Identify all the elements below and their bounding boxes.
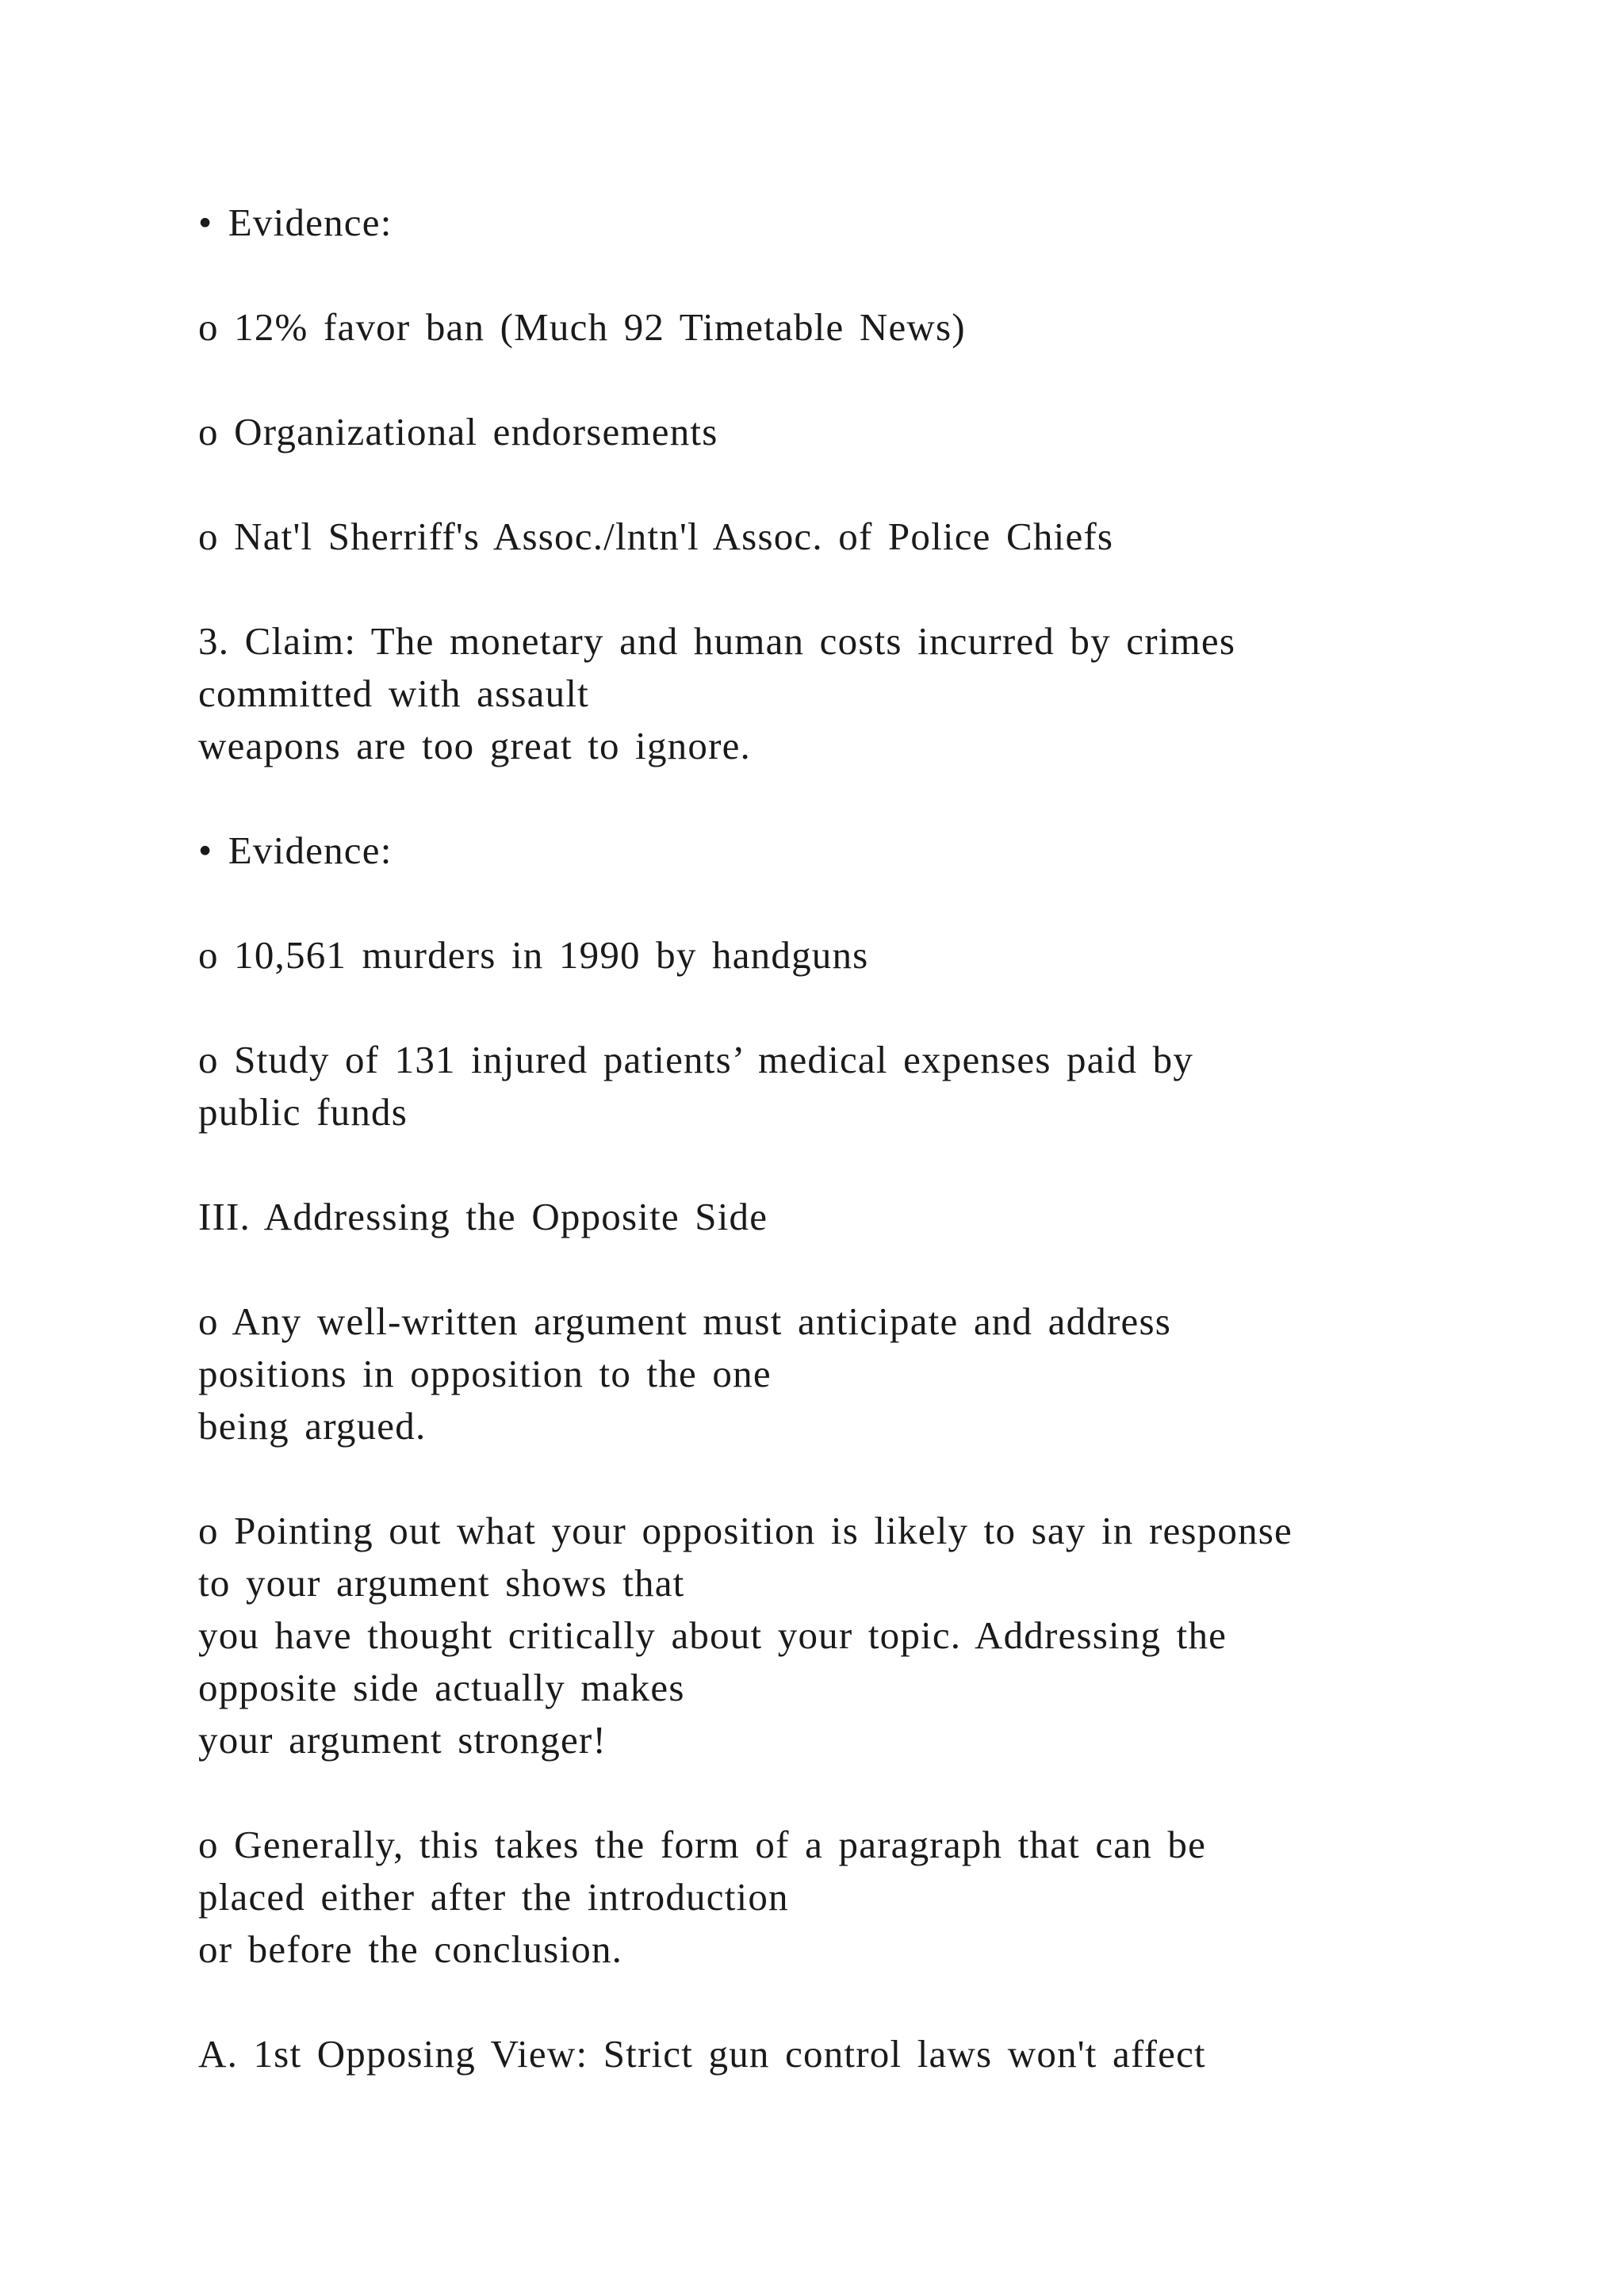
evidence-item-study [198,1034,1193,1138]
text-line: opposite side actually makes [198,1666,685,1709]
text-line: public funds [198,1090,408,1134]
section-heading-opposite-side [198,1191,768,1243]
text-line: o Organizational endorsements [198,410,718,453]
bullet-anticipate [198,1295,1171,1452]
bullet-pointing-out [198,1505,1293,1766]
text-line: being argued. [198,1404,427,1448]
text-line: you have thought critically about your topic. Addressing the [198,1613,1228,1657]
text-line: o Study of 131 injured patients’ medical expenses paid by [198,1038,1194,1081]
text-line: committed with assault [198,672,589,715]
evidence-item-associations [198,511,1113,563]
text-line: to your argument shows that [198,1561,685,1605]
text-line: o 12% favor ban (Much 92 Timetable News) [198,305,966,349]
text-line: weapons are too great to ignore. [198,724,752,767]
text-line: positions in opposition to the one [198,1352,772,1395]
evidence-heading-1 [198,197,393,249]
claim-3 [198,615,1235,772]
text-line: placed either after the introduction [198,1875,789,1919]
text-line: or before the conclusion. [198,1927,623,1971]
bullet-generally [198,1819,1206,1976]
evidence-item-poll [198,301,966,354]
text-line: your argument stronger! [198,1718,607,1762]
text-line: III. Addressing the Opposite Side [198,1195,768,1238]
evidence-item-endorsements [198,406,718,458]
evidence-heading-2 [198,825,393,877]
text-line: 3. Claim: The monetary and human costs incurred by crimes [198,619,1236,663]
text-line: o Pointing out what your opposition is likely to say in response [198,1509,1293,1552]
text-line: A. 1st Opposing View: Strict gun control laws won't affect [198,2032,1206,2076]
opposing-view-a [198,2028,1206,2080]
text-line: o Nat'l Sherriff's Assoc./lntn'l Assoc. of Police Chiefs [198,515,1114,558]
text-line: o 10,561 murders in 1990 by handguns [198,933,869,977]
text-line: • Evidence: [198,828,393,872]
text-line: o Any well-written argument must anticipate and address [198,1299,1172,1343]
evidence-item-murders [198,929,868,982]
text-line: • Evidence: [198,201,393,244]
text-line: o Generally, this takes the form of a paragraph that can be [198,1823,1207,1866]
